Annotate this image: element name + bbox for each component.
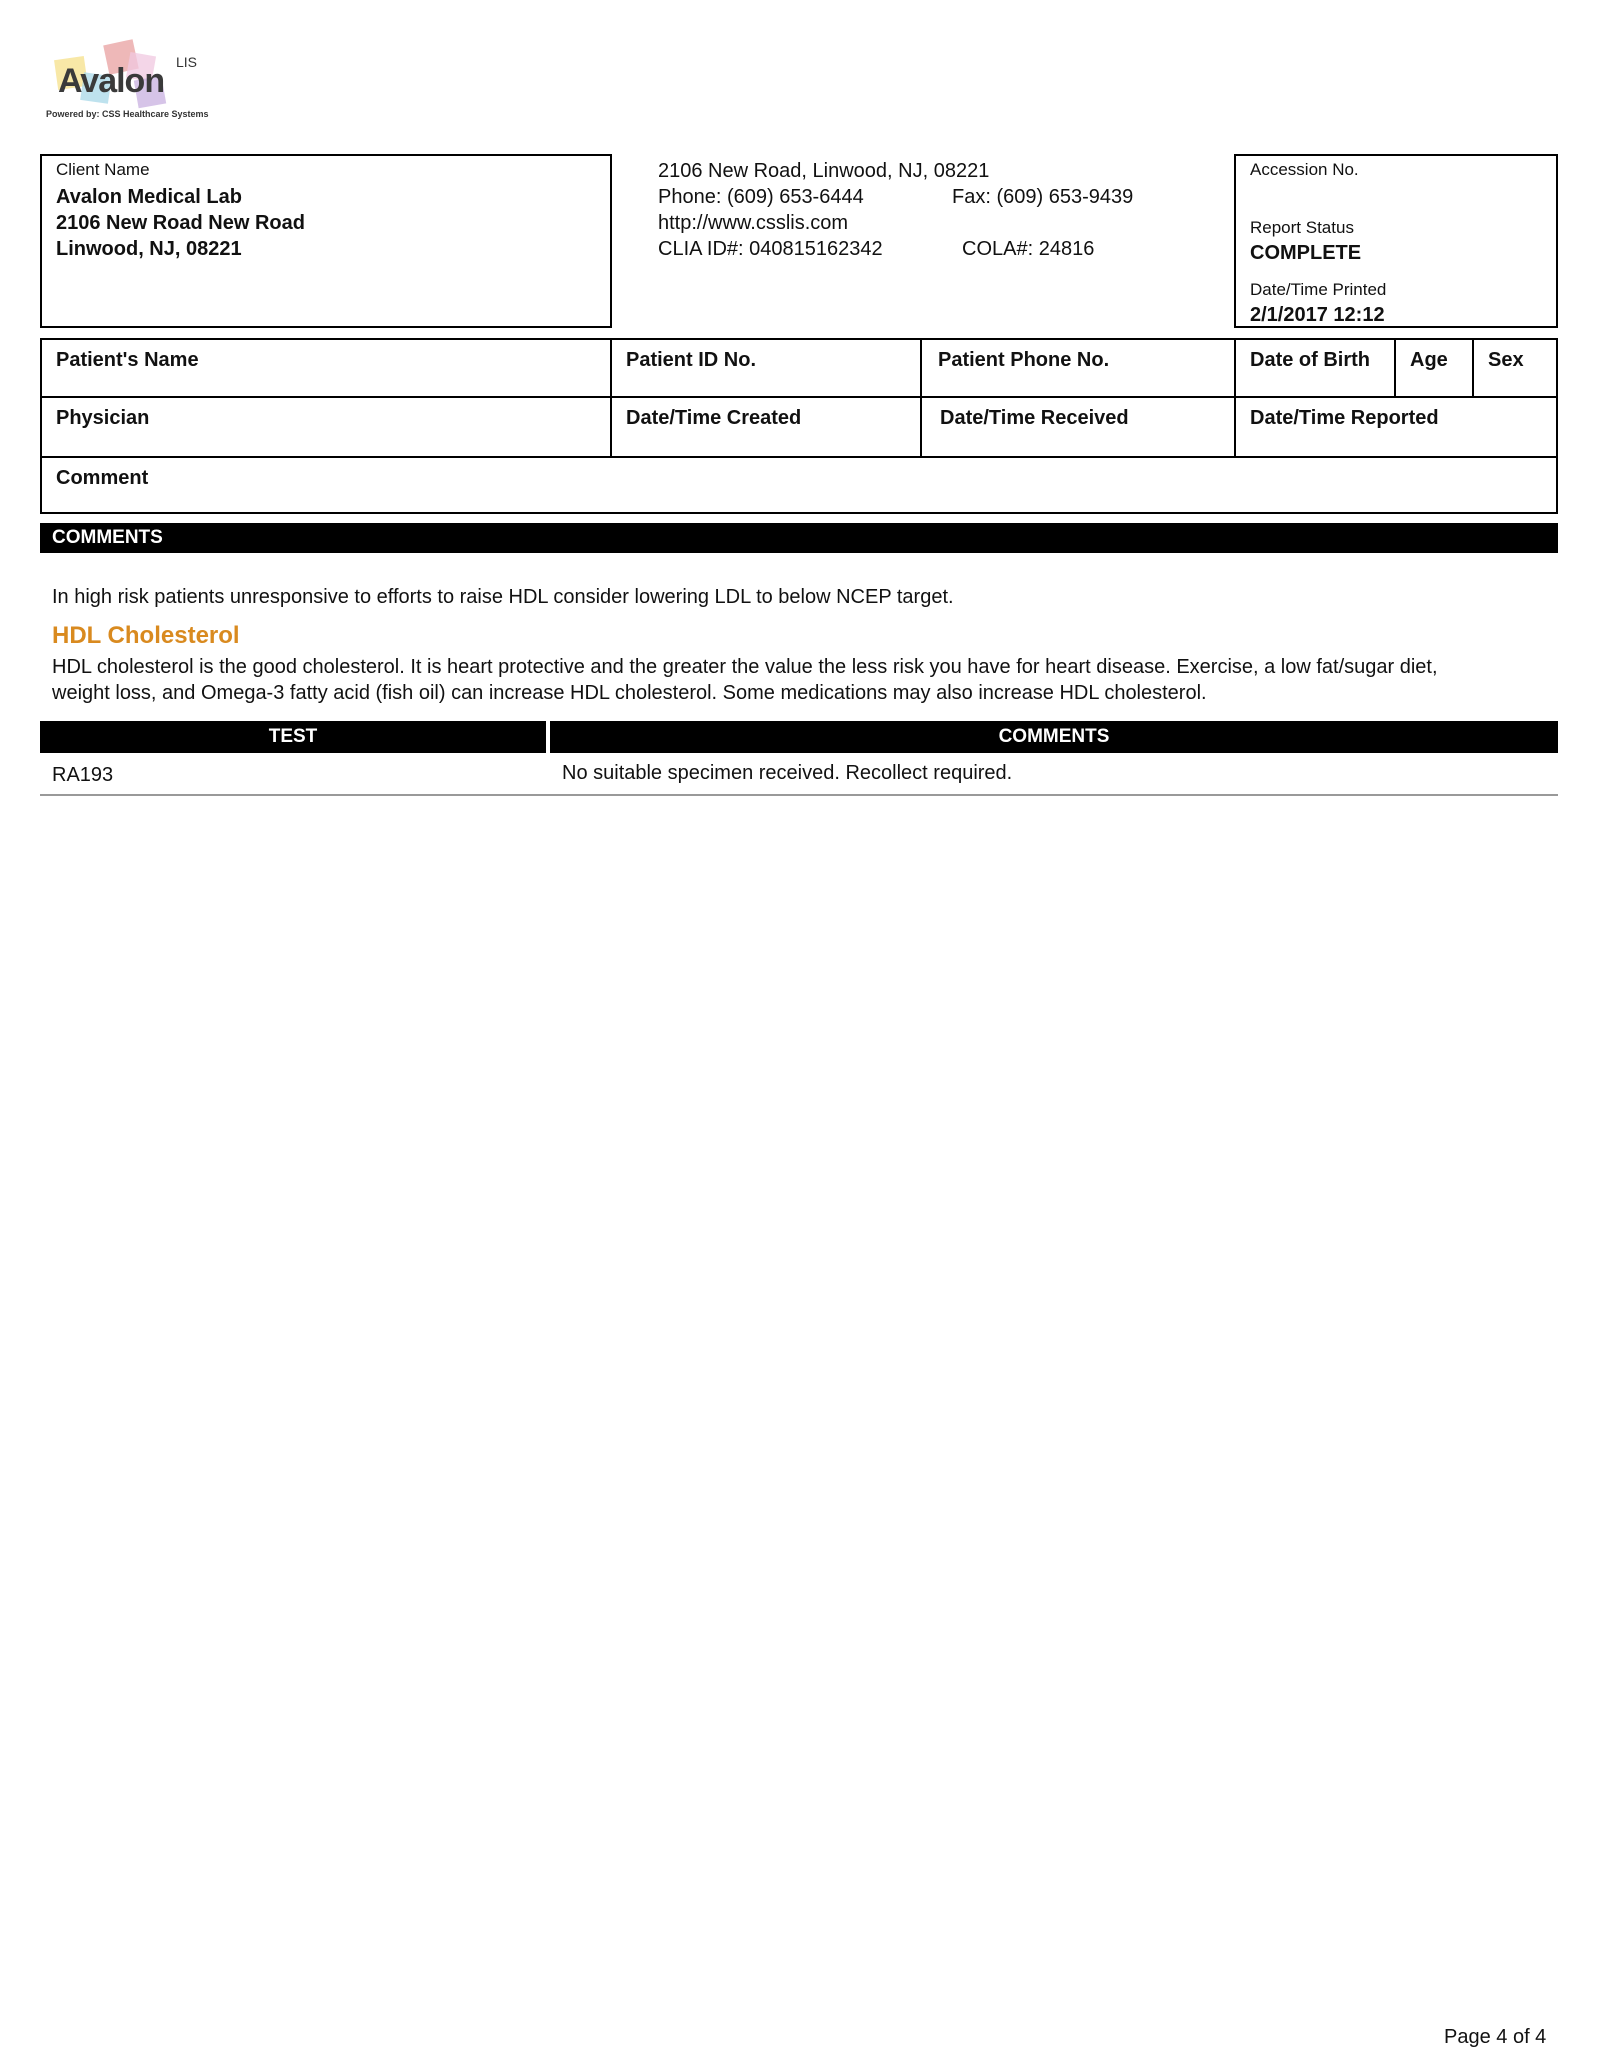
received-label: Date/Time Received [940, 407, 1129, 429]
patient-id-label: Patient ID No. [626, 349, 757, 371]
dob-cell [1234, 338, 1396, 398]
logo-lis: LIS [176, 54, 198, 70]
received-cell [920, 396, 1236, 458]
logo-wordmark: Avalon [58, 62, 165, 100]
patient-name-cell [40, 338, 612, 398]
dob-label: Date of Birth [1250, 349, 1370, 371]
hdl-note: In high risk patients unresponsive to efforts to raise HDL consider lowering LDL to below NCEP target. [52, 586, 954, 608]
client-address-line1: 2106 New Road New Road [56, 212, 305, 234]
logo-tagline: Powered by: CSS Healthcare Systems [46, 109, 209, 119]
client-name: Avalon Medical Lab [56, 186, 242, 208]
patient-id-cell [610, 338, 922, 398]
reported-cell [1234, 396, 1558, 458]
lab-url[interactable]: http://www.csslis.com [658, 212, 849, 234]
comments-section-title: COMMENTS [52, 527, 163, 548]
row-test: RA193 [52, 764, 114, 786]
client-name-label: Client Name [56, 160, 150, 179]
physician-cell [40, 396, 612, 458]
comments-section-bar [40, 523, 1558, 553]
table-header-comments-label: COMMENTS [998, 726, 1110, 747]
table-header-test [40, 721, 546, 753]
row-comment: No suitable specimen received. Recollect required. [562, 762, 1013, 784]
table-row [40, 756, 1558, 796]
lab-clia: CLIA ID#: 040815162342 [658, 238, 883, 260]
sex-cell [1472, 338, 1558, 398]
age-cell [1394, 338, 1474, 398]
report-status-value: COMPLETE [1250, 242, 1362, 264]
patient-phone-label: Patient Phone No. [938, 349, 1110, 371]
avalon-logo [46, 38, 209, 128]
comment-label: Comment [56, 467, 149, 489]
client-address-line2: Linwood, NJ, 08221 [56, 238, 242, 260]
created-label: Date/Time Created [626, 407, 802, 429]
client-box [40, 154, 612, 328]
sex-label: Sex [1488, 349, 1524, 371]
hdl-paragraph-line2: weight loss, and Omega-3 fatty acid (fish oil) can increase HDL cholesterol. Some medications may also increase HDL cholesterol. [52, 682, 1207, 704]
hdl-heading: HDL Cholesterol [52, 622, 240, 649]
patient-phone-cell [920, 338, 1236, 398]
printed-label: Date/Time Printed [1250, 280, 1387, 299]
accession-label: Accession No. [1250, 160, 1359, 179]
page-number: Page 4 of 4 [1444, 2026, 1547, 2048]
physician-label: Physician [56, 407, 150, 429]
patient-name-label: Patient's Name [56, 349, 199, 371]
lab-address: 2106 New Road, Linwood, NJ, 08221 [658, 160, 990, 182]
table-header-test-label: TEST [268, 726, 318, 747]
lab-phone: Phone: (609) 653-6444 [658, 186, 864, 208]
reported-label: Date/Time Reported [1250, 407, 1439, 429]
lab-fax: Fax: (609) 653-9439 [952, 186, 1134, 208]
report-status-label: Report Status [1250, 218, 1354, 237]
lab-cola: COLA#: 24816 [962, 238, 1095, 260]
created-cell [610, 396, 922, 458]
age-label: Age [1410, 349, 1448, 371]
comment-cell [40, 456, 1558, 514]
report-status-box [1234, 154, 1558, 328]
printed-value: 2/1/2017 12:12 [1250, 304, 1385, 326]
hdl-paragraph-line1: HDL cholesterol is the good cholesterol. It is heart protective and the greater the value the less risk you have for heart disease. Exercise, a low fat/sugar diet, [52, 656, 1438, 678]
table-header-comments [550, 721, 1558, 753]
